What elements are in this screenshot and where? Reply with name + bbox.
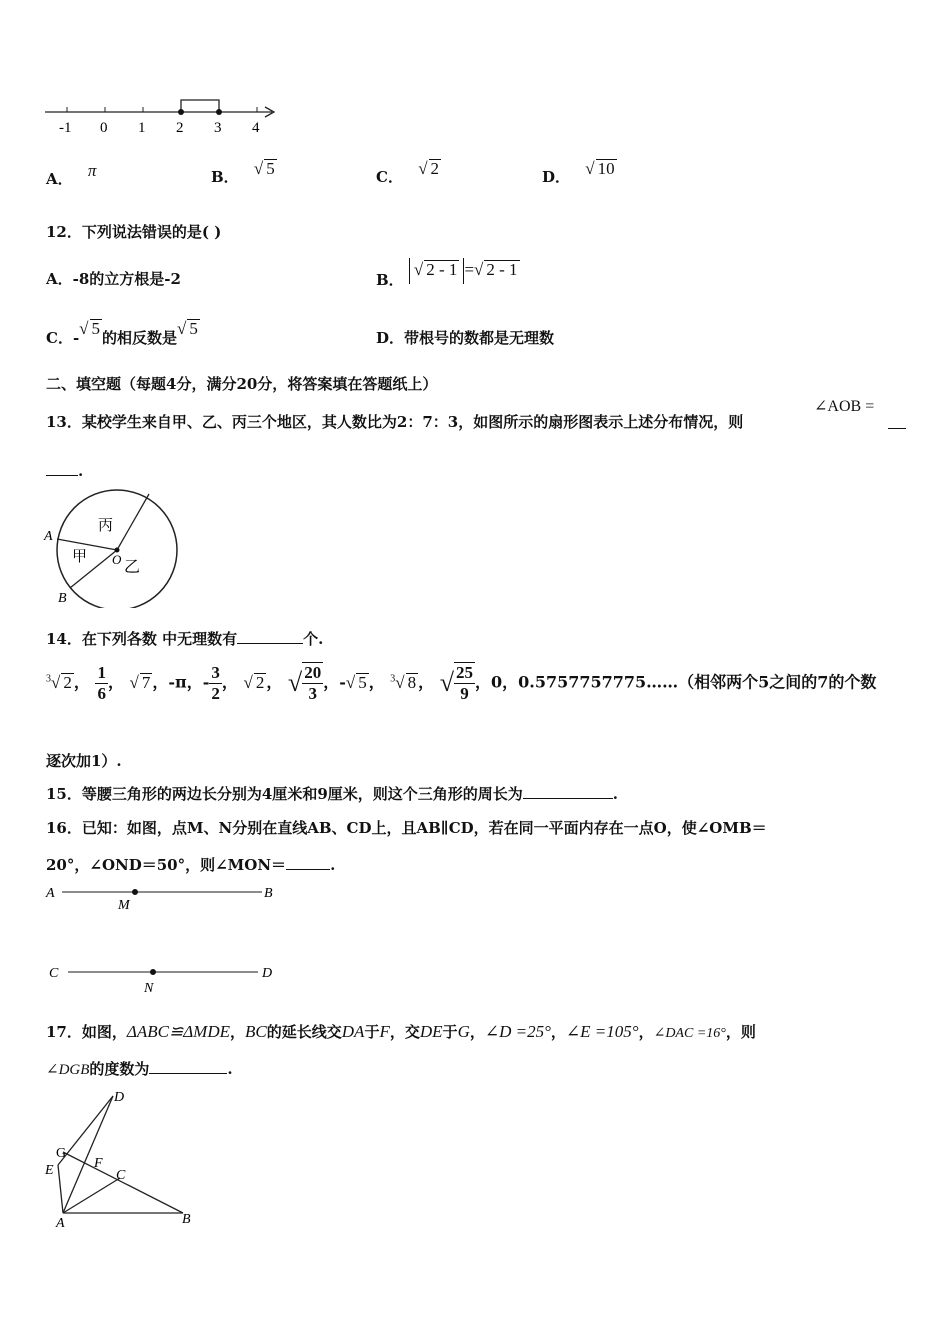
q17-line1	[46, 1021, 756, 1042]
q12-option-b: B． √ 2 - 1 =√ 2 - 1	[376, 260, 518, 289]
option-value: 10	[597, 159, 615, 178]
segment-de	[58, 1096, 113, 1165]
q15-blank	[523, 784, 613, 799]
radicand: 8	[407, 672, 417, 692]
q14-blank	[237, 629, 303, 644]
radicand: 2	[63, 672, 72, 692]
q13-blank-line2	[46, 461, 83, 480]
tick-label: -1	[59, 120, 72, 136]
period: .	[612, 785, 618, 803]
period: .	[330, 856, 336, 874]
label-a: A	[56, 1216, 65, 1230]
q13-blank-line1	[888, 414, 906, 433]
q11-option-b	[211, 159, 277, 187]
congruence-expr: ΔABC≌ΔMDE	[126, 1022, 231, 1041]
label-m: M	[118, 898, 130, 913]
q17-text: ，则	[725, 1023, 756, 1041]
q17-text: 的延长线交	[266, 1023, 342, 1041]
numerator: 20	[304, 663, 322, 682]
radical-sign: √	[253, 159, 264, 178]
numerator: 1	[97, 662, 106, 682]
option-text: 的相反数是	[102, 329, 178, 347]
q17-prefix: 17．如图，	[46, 1023, 127, 1041]
segment-da: DA	[341, 1022, 365, 1041]
separator: ，	[266, 672, 283, 692]
label-bing: 丙	[98, 518, 114, 534]
q11-option-c	[376, 159, 441, 187]
segment-ea	[58, 1165, 63, 1213]
separator: ，	[368, 672, 385, 692]
abs-inner: 2 - 1	[426, 260, 458, 279]
punct: ，	[469, 1023, 485, 1041]
q15-stem-text: 15．等腰三角形的两边长分别为4厘米和9厘米，则这个三角形的周长为	[46, 785, 523, 803]
q12-option-a: A．-8的立方根是-2	[46, 270, 181, 288]
punct: ，	[230, 1023, 246, 1041]
segment-de: DE	[419, 1022, 443, 1041]
label-d: D	[262, 966, 273, 981]
segment-ad	[63, 1096, 113, 1213]
point-2	[178, 109, 184, 115]
number-line-figure	[40, 92, 285, 137]
option-value: 5	[266, 159, 275, 178]
label-f: F	[94, 1156, 103, 1171]
radius-oc	[117, 494, 149, 550]
rhs-value: 2 - 1	[486, 260, 518, 279]
bracket-segment	[181, 100, 219, 112]
cbrt-index: 3	[390, 672, 396, 684]
label-c: C	[116, 1168, 126, 1183]
q17-text: ，交	[389, 1023, 420, 1041]
option-letter: C．-	[46, 329, 80, 347]
option-letter: C．	[376, 168, 403, 186]
angle-e: ∠E =105°	[565, 1022, 639, 1041]
point-3	[216, 109, 222, 115]
q17-text: 于	[442, 1023, 458, 1041]
label-d: D	[114, 1090, 125, 1105]
label-b: B	[58, 591, 67, 606]
q14-line2: 逐次加1）.	[46, 752, 122, 770]
radical-sign: √	[418, 159, 428, 178]
angle-dgb: ∠DGB	[46, 1062, 90, 1078]
separator: ，	[418, 672, 435, 692]
separator: ，	[73, 672, 90, 692]
q13-angle-label: ∠AOB =	[814, 398, 875, 415]
label-o: O	[112, 552, 122, 567]
punct: ，	[550, 1023, 566, 1041]
option-value: π	[87, 161, 97, 180]
q17-blank	[149, 1059, 227, 1074]
q12-option-d: D．带根号的数都是无理数	[376, 329, 555, 347]
label-a: A	[44, 529, 53, 544]
segment-ac	[63, 1178, 120, 1213]
tick-label: 1	[138, 120, 146, 136]
label-b: B	[264, 886, 273, 901]
segment-bc: BC	[245, 1022, 267, 1041]
label-n: N	[144, 981, 154, 996]
q13-stem: 13．某校学生来自甲、乙、丙三个地区，其人数比为2：7：3，如图所示的扇形图表示上述分布情况，则	[46, 413, 744, 431]
q13-pie-figure	[40, 488, 190, 608]
q16-parallel-lines-figure	[40, 878, 285, 998]
q17-line2	[46, 1058, 233, 1079]
label-yi: 乙	[124, 559, 141, 576]
point-n	[150, 969, 156, 975]
option-letter: D．	[542, 168, 571, 186]
angle-dac: ∠DAC =16°	[653, 1026, 726, 1041]
tick-label: 3	[214, 120, 222, 136]
tick-label: 0	[100, 120, 108, 136]
separator: ，	[107, 672, 124, 692]
separator: ，-π，-	[152, 672, 210, 692]
point-m	[132, 889, 138, 895]
q16-line1: 16．已知：如图，点M、N分别在直线AB、CD上，且AB∥CD，若在同一平面内存在一点O，使∠OMB＝	[46, 819, 767, 837]
q17-text: 的度数为	[89, 1060, 150, 1078]
q15-stem	[46, 783, 618, 804]
q11-option-a	[46, 161, 97, 189]
label-jia: 甲	[72, 549, 88, 565]
q12-stem: 12．下列说法错误的是( )	[46, 223, 222, 241]
denominator: 9	[454, 683, 475, 704]
option-letter: B．	[376, 271, 404, 289]
q16-blank	[286, 855, 330, 870]
label-a: A	[46, 886, 55, 901]
period: .	[78, 462, 84, 480]
label-c: C	[49, 966, 59, 981]
q16-line2	[46, 854, 335, 875]
denominator: 2	[211, 683, 220, 703]
option-letter: A．	[46, 170, 73, 188]
tick-label: 2	[176, 120, 184, 136]
radical-sign: √	[585, 159, 595, 178]
q14-numbers: $^3$√ 2 ， $\frac{1}{6}$ ， √ 7 ，-π，- $\frac{3}{2}$ ， √ 2 ， √ $\frac{20}{3}$ ，-√ 5 ， $^3$√ 8 ， √ $\frac{25}{9}$ ，0，0.5757757775……（相邻两个5之间的7的个数	[46, 662, 877, 703]
point-f: F	[379, 1022, 390, 1041]
q16-line2-text: 20°，∠OND＝50°，则∠MON＝	[46, 856, 287, 874]
label-e: E	[45, 1163, 54, 1178]
denominator: 3	[302, 683, 323, 704]
option-value: 2	[430, 159, 440, 178]
equals-sign: =	[464, 260, 475, 279]
denominator: 6	[97, 683, 106, 703]
angle-d: ∠D =25°	[484, 1022, 551, 1041]
punct: ，	[638, 1023, 654, 1041]
q14-stem-end: 个.	[303, 630, 324, 648]
q14-stem-text: 14．在下列各数 中无理数有	[46, 630, 238, 648]
radicand: 5	[91, 319, 101, 338]
radicand: 7	[141, 672, 151, 692]
label-b: B	[182, 1212, 191, 1227]
q12-option-c: C．-√ 5 的相反数是√ 5	[46, 319, 198, 347]
point-g: G	[457, 1022, 470, 1041]
separator: ，	[221, 672, 238, 692]
q14-tail: ，0，0.5757757775……（相邻两个5之间的7的个数	[475, 672, 877, 692]
numerator: 3	[211, 662, 220, 682]
radicand: 2	[255, 672, 265, 692]
option-letter: B．	[211, 168, 239, 186]
q17-text: 于	[364, 1023, 380, 1041]
section-title: 二、填空题（每题4分，满分20分，将答案填在答题纸上）	[46, 375, 438, 393]
radicand: 5	[189, 319, 198, 338]
numerator: 25	[456, 663, 473, 682]
period: .	[227, 1060, 233, 1078]
q17-triangles-figure	[40, 1085, 205, 1230]
cbrt-index: 3	[46, 672, 51, 684]
separator: ，-	[323, 672, 346, 692]
radicand: 5	[358, 672, 367, 692]
tick-label: 4	[252, 120, 260, 136]
q14-stem	[46, 628, 323, 649]
label-g: G	[56, 1146, 67, 1161]
q11-option-d	[542, 159, 617, 187]
